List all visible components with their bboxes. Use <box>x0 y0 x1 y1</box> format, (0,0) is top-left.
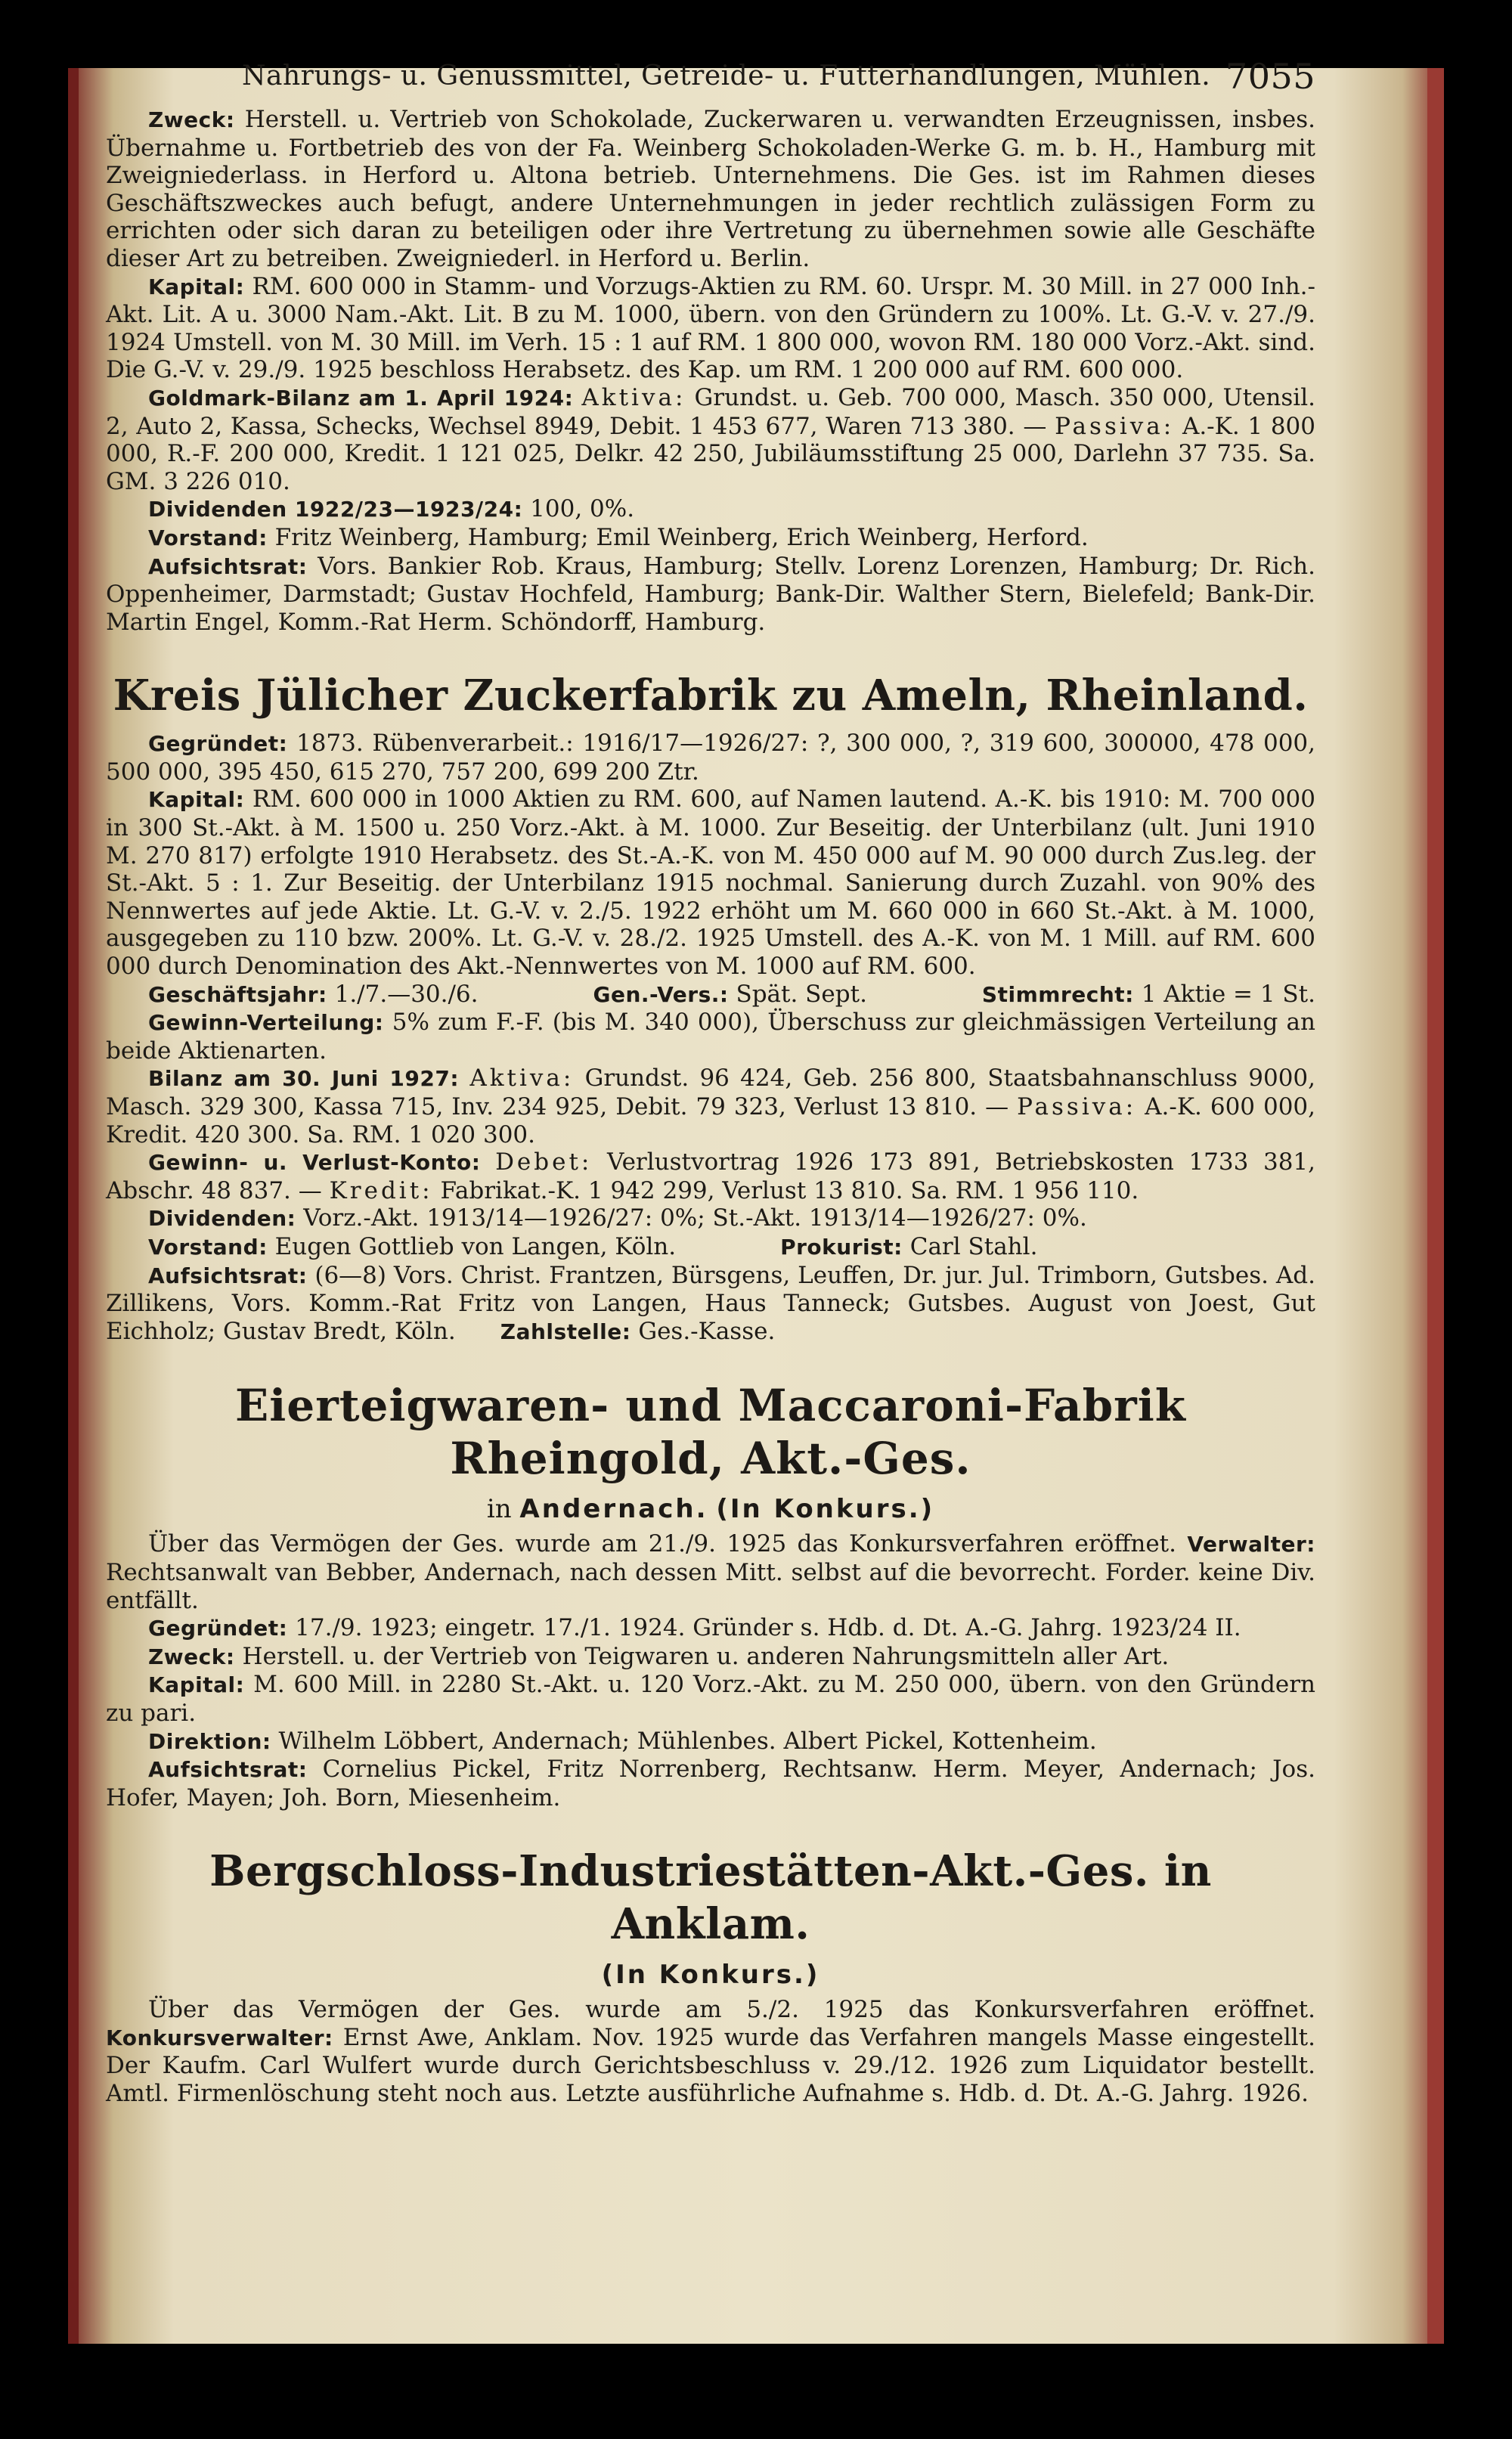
rheingold-location-line <box>106 1492 1315 1526</box>
juelich-meta-row <box>106 981 1315 1009</box>
rheingold-kapital-text: M. 600 Mill. in 2280 St.-Akt. u. 120 Vorz.-Akt. zu M. 250 000, übern. von den Gründern zu pari. <box>106 1671 1315 1727</box>
juelich-prokurist-text: Carl Stahl. <box>909 1232 1038 1260</box>
juelich-gegruendet <box>106 730 1315 786</box>
juelich-aufsichtsrat-label: Aufsichtsrat: <box>148 1263 308 1288</box>
juelich-gewinnverteilung <box>106 1009 1315 1065</box>
weinberg-zweck <box>106 106 1315 273</box>
juelich-genvers-label: Gen.-Vers.: <box>593 981 729 1007</box>
weinberg-zweck-label: Zweck: <box>148 107 235 132</box>
rheingold-gegruendet-text: 17./9. 1923; eingetr. 17./1. 1924. Gründer s. Hdb. d. Dt. A.-G. Jahrg. 1923/24 II. <box>295 1614 1241 1642</box>
juelich-gewinnvert-label: Gewinn-Verteilung: <box>148 1010 384 1036</box>
weinberg-vorstand <box>106 524 1315 553</box>
rheingold-intro <box>106 1530 1315 1614</box>
rheingold-zweck <box>106 1643 1315 1672</box>
bergschloss-verwalter-text: Ernst Awe, Anklam. Nov. 1925 wurde das Verfahren mangels Masse eingestellt. Der Kaufm. Carl Wulfert wurde durch Gerichtsbeschluss v. 29./12. 1926 zum Liquidator bestellt. Amtl. Firmenlöschung steht noch aus. Letzte ausführliche Aufnahme s. Hdb. d. Dt. A.-G. Jahrg. 1926. <box>106 2023 1315 2108</box>
juelich-heading: Kreis Jülicher Zuckerfabrik zu Ameln, Rheinland. <box>113 671 1309 721</box>
juelich-bilanz <box>106 1065 1315 1148</box>
weinberg-vorstand-text: Fritz Weinberg, Hamburg; Emil Weinberg, Erich Weinberg, Herford. <box>274 523 1089 551</box>
weinberg-aufsichtsrat <box>106 553 1315 637</box>
juelich-genvers-text: Spät. Sept. <box>736 980 867 1008</box>
weinberg-aktiva-label: Aktiva: <box>581 383 686 411</box>
weinberg-vorstand-label: Vorstand: <box>148 525 268 550</box>
rheingold-gegruendet <box>106 1614 1315 1643</box>
juelich-passiva-label: Passiva: <box>1017 1093 1137 1120</box>
bergschloss-status: (In Konkurs.) <box>601 1960 820 1991</box>
juelich-stimmrecht-text: 1 Aktie = 1 St. <box>1141 980 1315 1008</box>
rheingold-status: (In Konkurs.) <box>716 1494 935 1525</box>
juelich-kredit-label: Kredit: <box>329 1176 433 1204</box>
rheingold-direktion-text: Wilhelm Löbbert, Andernach; Mühlenbes. Albert Pickel, Kottenheim. <box>278 1727 1097 1755</box>
document-page <box>106 45 1315 2108</box>
rheingold-aufsichtsrat-text: Cornelius Pickel, Fritz Norrenberg, Rechtsanw. Herm. Meyer, Andernach; Jos. Hofer, Mayen; Joh. Born, Miesenheim. <box>106 1756 1315 1811</box>
weinberg-dividenden-text: 100, 0%. <box>530 495 635 523</box>
rheingold-kapital-label: Kapital: <box>148 1672 245 1698</box>
juelich-geschaeftsjahr-text: 1./7.—30./6. <box>334 980 479 1008</box>
juelich-bilanz-label: Bilanz am 30. Juni 1927: <box>148 1066 460 1092</box>
juelich-zahlstelle-text: Ges.-Kasse. <box>638 1317 776 1345</box>
juelich-vorstand-text: Eugen Gottlieb von Langen, Köln. <box>274 1232 677 1260</box>
juelich-bilanz-text-2: A.-K. 600 000, Kredit. 420 300. Sa. RM. 1 020 300. <box>106 1093 1316 1148</box>
juelich-gewinnvert-text: 5% zum F.-F. (bis M. 340 000), Überschuss zur gleichmässigen Verteilung an beide Aktienarten. <box>106 1009 1315 1065</box>
juelich-kapital-text: RM. 600 000 in 1000 Aktien zu RM. 600, auf Namen lautend. A.-K. bis 1910: M. 700 000 in 300 St.-Akt. à M. 1500 u. 250 Vorz.-Akt. à M. 1000. Zur Beseitig. der Unterbilanz (ult. Juni 1910 M. 270 817) erfolgte 1910 Herabsetz. des St.-A.-K. von M. 450 000 auf M. 90 000 durch Zus.leg. der St.-Akt. 5 : 1. Zur Beseitig. der Unterbilanz 1915 nochmal. Sanierung durch Zuzahl. von 90% des Nennwertes auf jede Aktie. Lt. G.-V. v. 2./5. 1922 erhöht um M. 660 000 in 660 St.-Akt. à M. 1000, ausgegeben zu 110 bzw. 200%. Lt. G.-V. v. 28./2. 1925 Umstell. des A.-K. von M. 1 Mill. auf RM. 600 000 durch Denomination des Akt.-Nennwertes von M. 1000 auf RM. 600. <box>106 786 1315 981</box>
rheingold-verwalter-text: Rechtsanwalt van Bebber, Andernach, nach dessen Mitt. selbst auf die bevorrecht. Forder. keine Div. entfällt. <box>106 1558 1315 1614</box>
juelich-kapital <box>106 786 1315 980</box>
weinberg-dividenden-label: Dividenden 1922/23—1923/24: <box>148 497 523 522</box>
rheingold-verwalter-label: Verwalter: <box>1187 1532 1315 1557</box>
running-header-title: Nahrungs- u. Genussmittel, Getreide- u. Futterhandlungen, Mühlen. <box>242 60 1211 91</box>
juelich-aufsichtsrat <box>106 1262 1315 1347</box>
bergschloss-heading: Bergschloss-Industriestätten-Akt.-Ges. in Anklam. <box>209 1846 1212 1950</box>
rheingold-direktion-label: Direktion: <box>148 1728 271 1754</box>
juelich-vorstand <box>106 1233 1315 1262</box>
juelich-dividenden <box>106 1204 1315 1233</box>
entry-juelich <box>106 669 1315 1346</box>
juelich-vorstand-label: Vorstand: <box>148 1234 268 1260</box>
juelich-dividenden-label: Dividenden: <box>148 1206 296 1232</box>
weinberg-kapital-label: Kapital: <box>148 274 245 299</box>
page-number: 7055 <box>1225 56 1315 97</box>
rheingold-zweck-label: Zweck: <box>148 1644 235 1669</box>
juelich-dividenden-text: Vorz.-Akt. 1913/14—1926/27: 0%; St.-Akt. 1913/14—1926/27: 0%. <box>303 1204 1087 1232</box>
juelich-gegruendet-text: 1873. Rübenverarbeit.: 1916/17—1926/27: ?, 300 000, ?, 319 600, 300000, 478 000, 500 000, 395 450, 615 270, 757 200, 699 200 Ztr. <box>106 730 1316 786</box>
juelich-guv <box>106 1148 1315 1204</box>
juelich-debet-label: Debet: <box>495 1148 593 1176</box>
juelich-guv-text-2: Fabrikat.-K. 1 942 299, Verlust 13 810. Sa. RM. 1 956 110. <box>440 1176 1139 1204</box>
entry-rheingold <box>106 1379 1315 1811</box>
rheingold-zweck-text: Herstell. u. der Vertrieb von Teigwaren u. anderen Nahrungsmitteln aller Art. <box>242 1642 1170 1670</box>
bergschloss-intro-text: Über das Vermögen der Ges. wurde am 5./2. 1925 das Konkursverfahren eröffnet. <box>148 1996 1315 2024</box>
weinberg-aufsichtsrat-text: Vors. Bankier Rob. Kraus, Hamburg; Stellv. Lorenz Lorenzen, Hamburg; Dr. Rich. Oppenheimer, Darmstadt; Gustav Hochfeld, Hamburg; Bank-Dir. Walther Stern, Bielefeld; Bank-Dir. Martin Engel, Komm.-Rat Herm. Schöndorff, Hamburg. <box>106 552 1316 636</box>
weinberg-aufsichtsrat-label: Aufsichtsrat: <box>148 553 308 579</box>
rheingold-location-prefix: in <box>486 1494 512 1525</box>
weinberg-dividenden <box>106 495 1315 524</box>
juelich-stimmrecht <box>982 981 1315 1009</box>
juelich-zahlstelle-label: Zahlstelle: <box>500 1319 631 1344</box>
rheingold-aufsichtsrat <box>106 1756 1315 1811</box>
rheingold-aufsichtsrat-label: Aufsichtsrat: <box>148 1757 308 1783</box>
rheingold-heading: Eierteigwaren- und Maccaroni-Fabrik Rheingold, Akt.-Ges. <box>235 1380 1186 1485</box>
rheingold-direktion <box>106 1728 1315 1756</box>
rheingold-intro-text: Über das Vermögen der Ges. wurde am 21./9. 1925 das Konkursverfahren eröffnet. <box>148 1530 1176 1558</box>
juelich-guv-label: Gewinn- u. Verlust-Konto: <box>148 1150 481 1176</box>
weinberg-zweck-text: Herstell. u. Vertrieb von Schokolade, Zuckerwaren u. verwandten Erzeugnissen, insbes. Übernahme u. Fortbetrieb des von der Fa. Weinberg Schokoladen-Werke G. m. b. H., Hamburg mit Zweigniederlass. in Herford u. Altona betrieb. Unternehmens. Die Ges. ist im Rahmen dieses Geschäftszweckes auch befugt, andere Unternehmungen in jeder rechtlich zulässigen Form zu errichten oder sich daran zu beteiligen oder ihre Vertretung zu übernehmen sowie alle Geschäfte dieser Art zu betreiben. Zweigniederl. in Herford u. Berlin. <box>106 106 1315 272</box>
rheingold-gegruendet-label: Gegründet: <box>148 1616 288 1641</box>
juelich-genvers <box>593 981 867 1009</box>
bergschloss-verwalter-label: Konkursverwalter: <box>106 2025 333 2050</box>
bergschloss-status-line <box>106 1958 1315 1991</box>
juelich-aufsichtsrat-text: (6—8) Vors. Christ. Frantzen, Bürsgens, Leuffen, Dr. jur. Jul. Trimborn, Gutsbes. Ad. Zillikens, Vors. Komm.-Rat Fritz von Langen, Haus Tanneck; Gutsbes. August von Joest, Gut Eichholz; Gustav Bredt, Köln. <box>106 1261 1316 1345</box>
entry-weinberg <box>106 106 1315 636</box>
bergschloss-intro <box>106 1996 1315 2107</box>
weinberg-bilanz-text-2: A.-K. 1 800 000, R.-F. 200 000, Kredit. 1 121 025, Delkr. 42 250, Jubiläumsstiftung 25 000, Darlehn 37 735. Sa. GM. 3 226 010. <box>106 412 1315 495</box>
entry-bergschloss <box>106 1845 1315 2107</box>
juelich-prokurist-label: Prokurist: <box>780 1234 903 1260</box>
rheingold-kapital <box>106 1671 1315 1727</box>
weinberg-bilanz-text-1: Grundst. u. Geb. 700 000, Masch. 350 000, Utensil. 2, Auto 2, Kassa, Schecks, Wechsel 8949, Debit. 1 453 677, Waren 713 380. — <box>106 383 1315 440</box>
juelich-aktiva-label: Aktiva: <box>469 1065 575 1092</box>
weinberg-kapital-text: RM. 600 000 in Stamm- und Vorzugs-Aktien zu RM. 60. Urspr. M. 30 Mill. in 27 000 Inh.-Akt. Lit. A u. 3000 Nam.-Akt. Lit. B zu M. 1000, übern. von den Gründern zu 100%. Lt. G.-V. v. 27./9. 1924 Umstell. von M. 30 Mill. im Verh. 15 : 1 auf RM. 1 800 000, wovon RM. 180 000 Vorz.-Akt. sind. Die G.-V. v. 29./9. 1925 beschloss Herabsetz. des Kap. um RM. 1 200 000 auf RM. 600 000. <box>106 272 1315 384</box>
juelich-stimmrecht-label: Stimmrecht: <box>981 981 1134 1007</box>
weinberg-bilanz-label: Goldmark-Bilanz am 1. April 1924: <box>148 385 574 411</box>
juelich-bilanz-text-1: Grundst. 96 424, Geb. 256 800, Staatsbahnanschluss 9000, Masch. 329 300, Kassa 715, Inv. 234 925, Debit. 79 323, Verlust 13 810. — <box>106 1065 1315 1120</box>
weinberg-kapital <box>106 273 1315 384</box>
juelich-geschaeftsjahr-label: Geschäftsjahr: <box>148 981 327 1007</box>
juelich-guv-text-1: Verlustvortrag 1926 173 891, Betriebskosten 1733 381, Abschr. 48 837. — <box>106 1148 1316 1204</box>
juelich-gegruendet-label: Gegründet: <box>148 731 288 757</box>
juelich-geschaeftsjahr <box>148 981 479 1009</box>
juelich-kapital-label: Kapital: <box>148 787 245 813</box>
running-header <box>106 45 1315 106</box>
weinberg-bilanz <box>106 384 1315 495</box>
weinberg-passiva-label: Passiva: <box>1055 412 1175 440</box>
rheingold-location: Andernach. <box>519 1494 708 1525</box>
